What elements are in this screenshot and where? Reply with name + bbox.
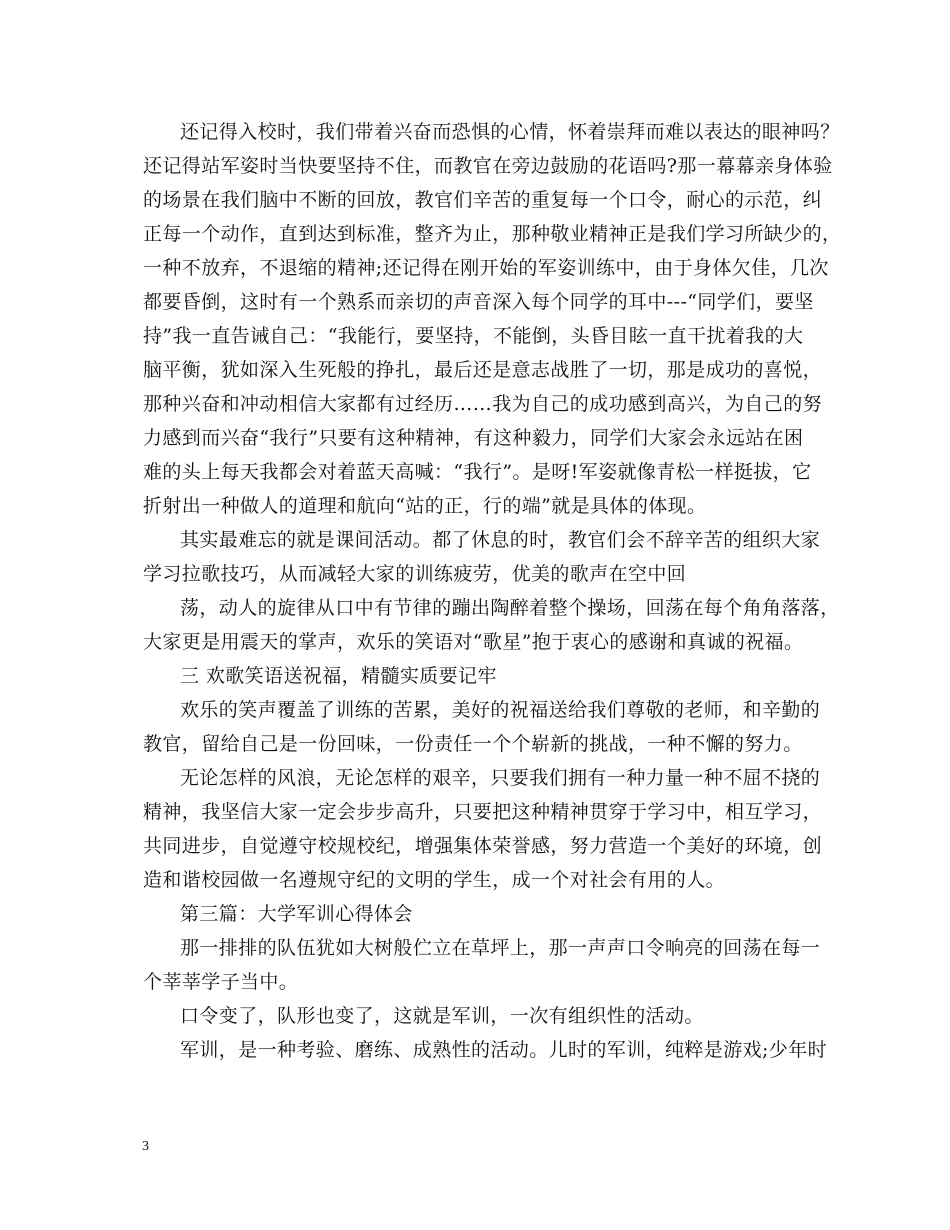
text-line: 还记得入校时，我们带着兴奋而恐惧的心情，怀着崇拜而难以表达的眼神吗？: [180, 121, 840, 143]
text-line: 一种不放弃，不退缩的精神;还记得在刚开始的军姿训练中，由于身体欠佳，几次: [143, 257, 829, 279]
text-line: 都要昏倒，这时有一个熟系而亲切的声音深入每个同学的耳中---“同学们，要坚: [143, 291, 814, 313]
text-line: 个莘莘学子当中。: [143, 971, 299, 993]
text-line: 荡，动人的旋律从口中有节律的蹦出陶醉着整个操场，回荡在每个角角落落，: [180, 597, 840, 619]
text-line: 那一排排的队伍犹如大树般伫立在草坪上，那一声声口令响亮的回荡在每一: [180, 937, 821, 959]
text-line: 脑平衡，犹如深入生死般的挣扎，最后还是意志战胜了一切，那是成功的喜悦，: [143, 359, 823, 381]
text-line: 其实最难忘的就是课间活动。都了休息的时，教官们会不辞辛苦的组织大家: [180, 529, 821, 551]
section-heading: 第三篇：大学军训心得体会: [180, 903, 413, 925]
text-line: 精神，我坚信大家一定会步步高升，只要把这种精神贯穿于学习中，相互学习，: [143, 801, 823, 823]
text-line: 教官，留给自己是一份回味，一份责任一个个崭新的挑战，一种不懈的努力。: [143, 733, 803, 755]
text-line: 学习拉歌技巧，从而减轻大家的训练疲劳，优美的歌声在空中回: [143, 563, 687, 585]
text-line: 持”我一直告诫自己：“我能行，要坚持，不能倒，头昏目眩一直干扰着我的大: [143, 325, 804, 347]
text-line: 口令变了，队形也变了，这就是军训，一次有组织性的活动。: [180, 1005, 704, 1027]
text-line: 正每一个动作，直到达到标准，整齐为止，那种敬业精神正是我们学习所缺少的，: [143, 223, 842, 245]
text-line: 折射出一种做人的道理和航向“站的正，行的端”就是具体的体现。: [143, 495, 707, 517]
text-line: 造和谐校园做一名遵规守纪的文明的学生，成一个对社会有用的人。: [143, 869, 726, 891]
text-line: 那种兴奋和冲动相信大家都有过经历……我为自己的成功感到高兴，为自己的努: [143, 393, 823, 415]
text-line: 欢乐的笑声覆盖了训练的苦累，美好的祝福送给我们尊敬的老师，和辛勤的: [180, 699, 821, 721]
page-number: 3: [142, 1139, 149, 1154]
text-line: 共同进步，自觉遵守校规校纪，增强集体荣誉感，努力营造一个美好的环境，创: [143, 835, 823, 857]
text-line: 还记得站军姿时当快要坚持不住，而教官在旁边鼓励的花语吗?那一幕幕亲身体验: [143, 155, 833, 177]
text-line: 无论怎样的风浪，无论怎样的艰辛，只要我们拥有一种力量一种不屈不挠的: [180, 767, 821, 789]
text-line: 难的头上每天我都会对着蓝天高喊：“我行”。是呀!军姿就像青松一样挺拔，它: [143, 461, 812, 483]
text-line: 军训，是一种考验、磨练、成熟性的活动。儿时的军训，纯粹是游戏;少年时: [180, 1039, 828, 1061]
text-line: 力感到而兴奋“我行”只要有这种精神，有这种毅力，同学们大家会永远站在困: [143, 427, 804, 449]
text-line: 的场景在我们脑中不断的回放，教官们辛苦的重复每一个口令，耐心的示范，纠: [143, 189, 823, 211]
text-line: 大家更是用震天的掌声，欢乐的笑语对“歌星”抱于衷心的感谢和真诚的祝福。: [143, 631, 804, 653]
section-heading: 三 欢歌笑语送祝福，精髓实质要记牢: [180, 665, 497, 687]
